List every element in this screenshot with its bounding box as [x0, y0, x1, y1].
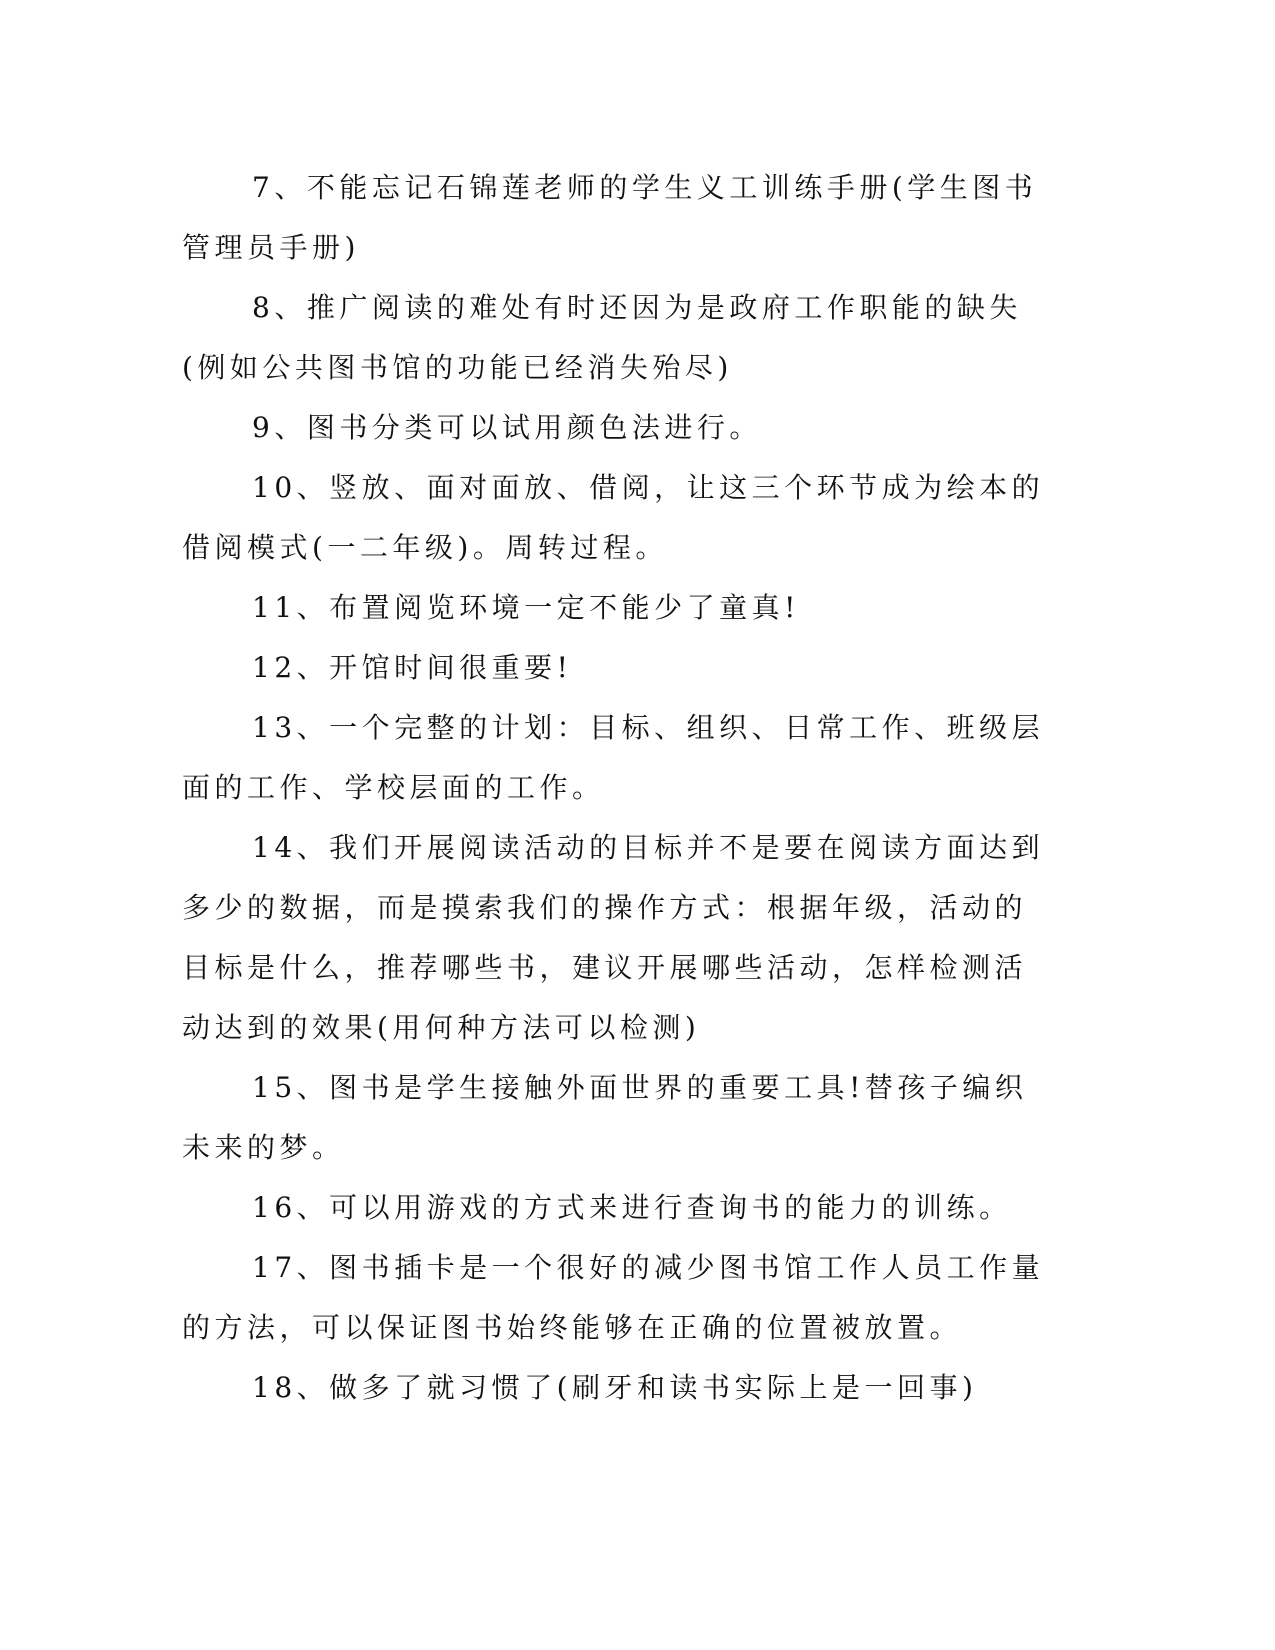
paragraph-17: 17、图书插卡是一个很好的减少图书馆工作人员工作量的方法，可以保证图书始终能够在正确的位置被放置。 — [182, 1251, 1045, 1344]
paragraph-12: 12、开馆时间很重要! — [252, 651, 573, 684]
paragraph-14: 14、我们开展阅读活动的目标并不是要在阅读方面达到多少的数据，而是摸索我们的操作方式：根据年级，活动的目标是什么，推荐哪些书，建议开展哪些活动，怎样检测活动达到的效果(用何种方法可以检测) — [182, 831, 1045, 1044]
document-body — [182, 158, 1048, 1418]
paragraph-15: 15、图书是学生接触外面世界的重要工具!替孩子编织未来的梦。 — [182, 1071, 1028, 1164]
paragraph-18: 18、做多了就习惯了(刷牙和读书实际上是一回事) — [252, 1371, 978, 1404]
paragraph-10: 10、竖放、面对面放、借阅，让这三个环节成为绘本的借阅模式(一二年级)。周转过程。 — [182, 471, 1045, 564]
paragraph-13: 13、一个完整的计划：目标、组织、日常工作、班级层面的工作、学校层面的工作。 — [182, 711, 1045, 804]
paragraph-16: 16、可以用游戏的方式来进行查询书的能力的训练。 — [252, 1191, 1012, 1224]
paragraph-9: 9、图书分类可以试用颜色法进行。 — [252, 411, 762, 444]
paragraph-8: 8、推广阅读的难处有时还因为是政府工作职能的缺失(例如公共图书馆的功能已经消失殆尽) — [182, 291, 1022, 384]
paragraph-7: 7、不能忘记石锦莲老师的学生义工训练手册(学生图书管理员手册) — [182, 171, 1038, 264]
paragraph-11: 11、布置阅览环境一定不能少了童真! — [252, 591, 800, 624]
